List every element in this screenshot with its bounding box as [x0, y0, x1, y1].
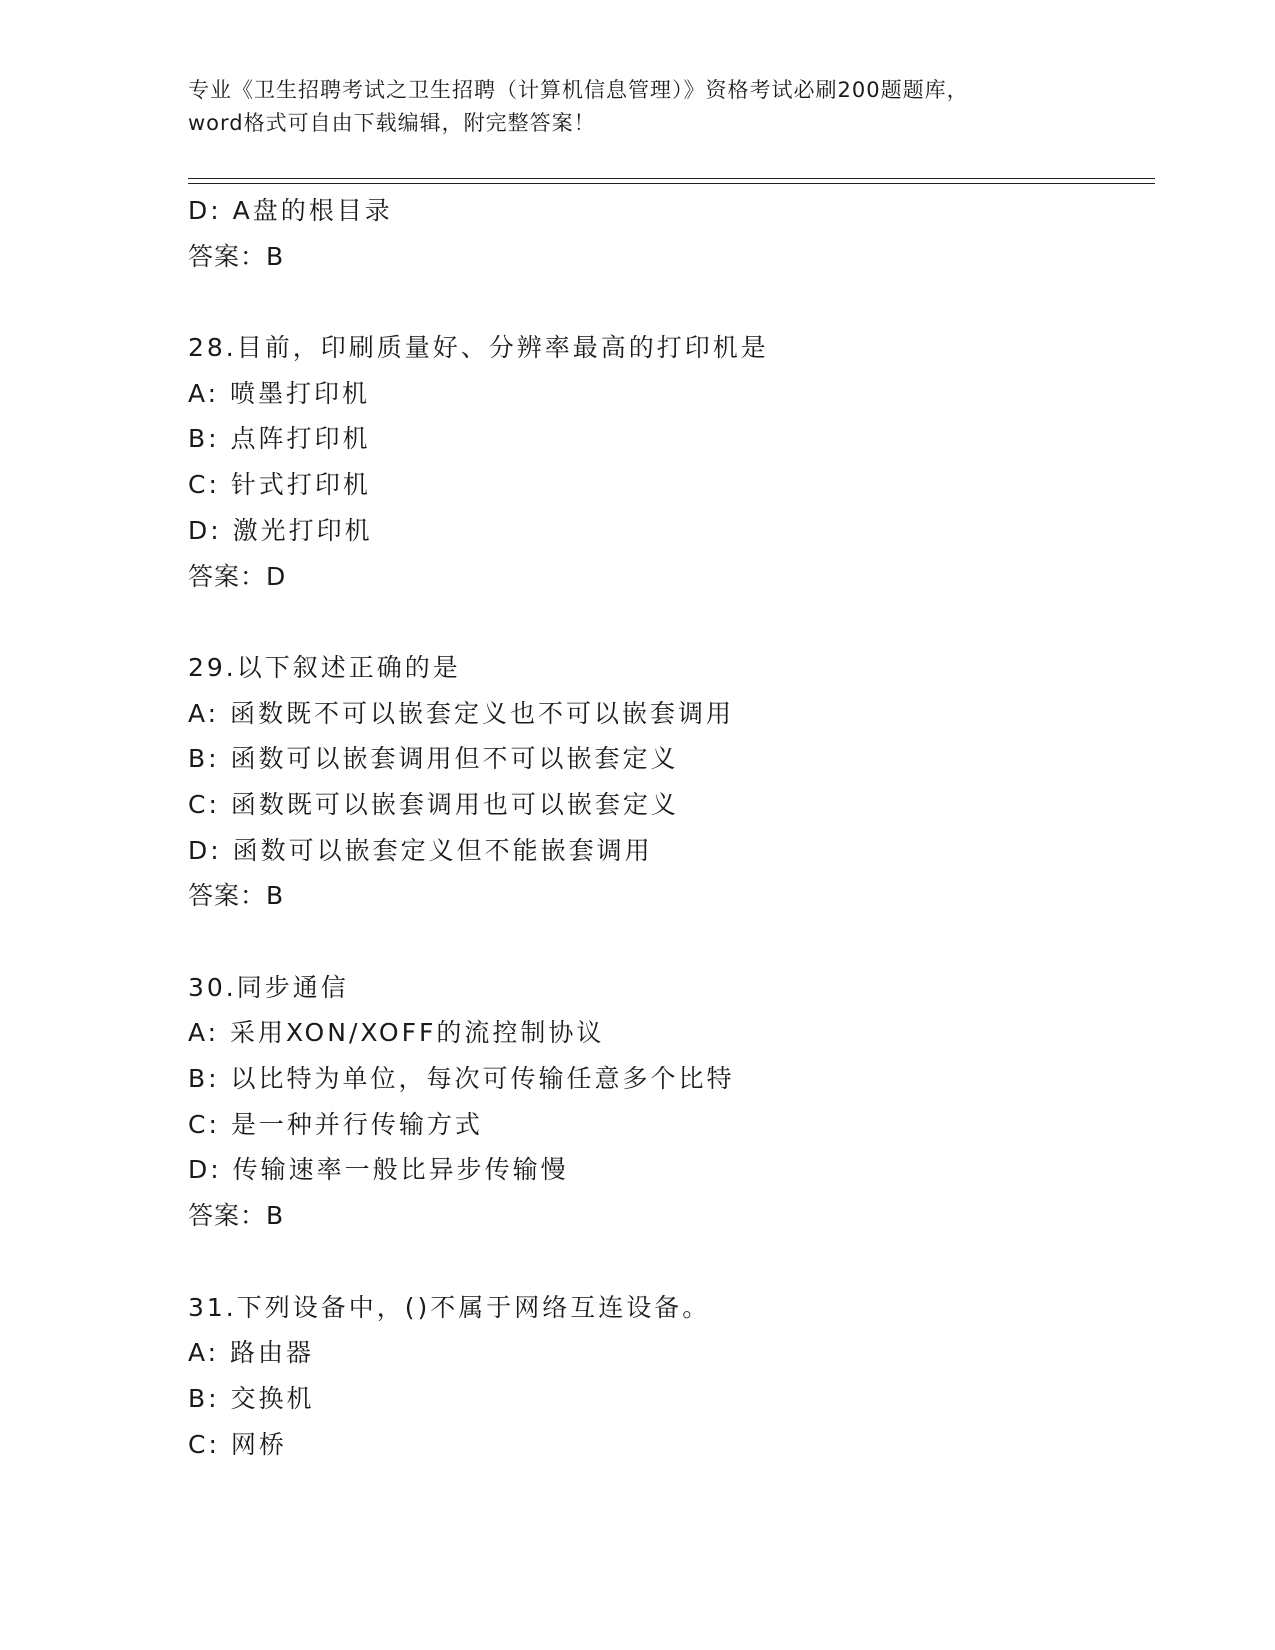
spacer [188, 1239, 1148, 1285]
spacer [188, 599, 1148, 645]
option-a: A: 路由器 [188, 1338, 315, 1368]
answer-line: 答案：D [188, 561, 287, 591]
option-d: D: 激光打印机 [188, 515, 373, 545]
question-31 [188, 1285, 1148, 1468]
question-29 [188, 645, 1148, 919]
option-d: D: 传输速率一般比异步传输慢 [188, 1155, 569, 1185]
question-list [188, 188, 1148, 1467]
option-b: B: 以比特为单位，每次可传输任意多个比特 [188, 1064, 735, 1094]
header-divider-bottom [188, 183, 1155, 184]
option-d: D: A盘的根目录 [188, 196, 393, 225]
question-stem: 31.下列设备中，()不属于网络互连设备。 [188, 1292, 711, 1322]
option-b: B: 点阵打印机 [188, 424, 371, 454]
question-stem: 29.以下叙述正确的是 [188, 652, 461, 682]
option-a: A: 喷墨打印机 [188, 378, 371, 408]
option-c: C: 是一种并行传输方式 [188, 1109, 483, 1139]
header-title-line-1: 专业《卫生招聘考试之卫生招聘（计算机信息管理）》资格考试必刷200题题库， [188, 78, 969, 102]
answer-line: 答案：B [188, 1201, 285, 1231]
spacer [188, 279, 1148, 325]
option-d: D: 函数可以嵌套定义但不能嵌套调用 [188, 835, 653, 865]
option-c: C: 针式打印机 [188, 470, 371, 500]
question-stem: 28.目前，印刷质量好、分辨率最高的打印机是 [188, 333, 769, 363]
document-header [188, 74, 1088, 140]
option-c: C: 函数既可以嵌套调用也可以嵌套定义 [188, 789, 679, 819]
option-a: A: 函数既不可以嵌套定义也不可以嵌套调用 [188, 698, 735, 728]
spacer [188, 919, 1148, 965]
question-stem: 30.同步通信 [188, 972, 349, 1002]
option-b: B: 函数可以嵌套调用但不可以嵌套定义 [188, 744, 679, 774]
option-c: C: 网桥 [188, 1429, 287, 1459]
option-b: B: 交换机 [188, 1383, 315, 1413]
header-divider-top [188, 178, 1155, 179]
answer-line: 答案：B [188, 881, 285, 911]
header-title-line-2: word格式可自由下载编辑，附完整答案！ [188, 111, 596, 135]
option-a: A: 采用XON/XOFF的流控制协议 [188, 1018, 605, 1048]
question-28 [188, 325, 1148, 599]
question-30 [188, 965, 1148, 1239]
answer-line: 答案：B [188, 241, 285, 271]
question-27-continued [188, 188, 1148, 279]
